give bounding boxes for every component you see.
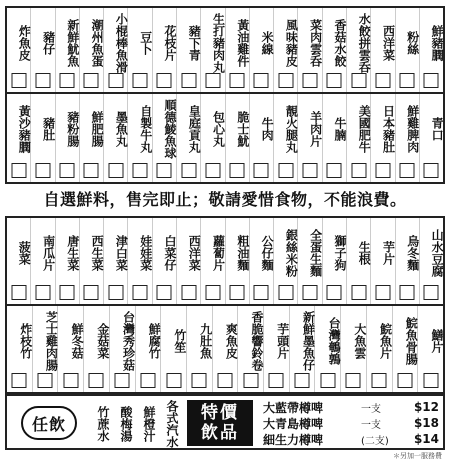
order-checkbox[interactable] [254, 163, 269, 178]
menu-block-2 [5, 92, 445, 184]
order-checkbox[interactable] [133, 73, 148, 88]
menu-item-label: 皇庭貢丸 [187, 105, 202, 153]
menu-item[interactable] [80, 8, 104, 92]
menu-item-label: 墨魚丸 [114, 111, 129, 147]
menu-item[interactable] [274, 94, 298, 182]
order-checkbox[interactable] [254, 285, 269, 300]
order-checkbox[interactable] [351, 285, 366, 300]
menu-item-label: 獅子狗 [332, 235, 347, 271]
menu-item[interactable] [153, 8, 177, 92]
menu-block-1 [5, 6, 445, 94]
menu-item-label: 鮮雞脾肉 [405, 105, 420, 153]
beer-name: 細生力樽啤 [263, 432, 324, 447]
menu-item[interactable] [104, 8, 128, 92]
menu-item[interactable] [7, 306, 33, 392]
menu-item-label: 菠菜 [17, 241, 32, 265]
order-checkbox[interactable] [327, 163, 342, 178]
menu-item[interactable] [104, 94, 128, 182]
menu-item[interactable] [128, 218, 152, 304]
menu-item-label: 鮮冬菇 [70, 323, 85, 359]
menu-item-label: 生打豬肉丸 [211, 13, 226, 73]
menu-item-label: 順德鯪魚球 [162, 99, 177, 159]
order-checkbox[interactable] [181, 163, 196, 178]
order-checkbox[interactable] [278, 285, 293, 300]
menu-item[interactable] [7, 94, 31, 182]
menu-item[interactable] [187, 306, 213, 392]
menu-item-label: 蘿蔔片 [211, 235, 226, 271]
menu-item-label: 新鮮墨魚仔 [301, 311, 316, 371]
menu-item[interactable] [7, 8, 31, 92]
menu-item-label: 芋片 [381, 241, 396, 265]
order-checkbox[interactable] [12, 373, 27, 388]
free-flow-badge: 任飲 [21, 406, 77, 440]
menu-item[interactable] [7, 218, 31, 304]
menu-item-label: 竹笙 [172, 329, 187, 353]
beer-unit: 一支 [361, 403, 381, 415]
order-checkbox[interactable] [397, 373, 412, 388]
menu-item-label: 全蛋生麵 [308, 229, 323, 277]
menu-item-label: 生根 [357, 241, 372, 265]
menu-item[interactable] [136, 306, 162, 392]
menu-item[interactable] [298, 8, 322, 92]
menu-item[interactable] [393, 306, 419, 392]
order-checkbox[interactable] [84, 73, 99, 88]
beer-unit: 一支 [361, 419, 381, 431]
menu-item[interactable] [274, 8, 298, 92]
order-checkbox[interactable] [60, 73, 75, 88]
menu-item-label: 金菇菜 [95, 323, 110, 359]
menu-item-label: 西洋菜 [381, 25, 396, 61]
menu-item-label: 銀絲米粉 [284, 229, 299, 277]
order-checkbox[interactable] [375, 73, 390, 88]
menu-item-label: 香脆響鈴卷 [250, 311, 265, 371]
order-checkbox[interactable] [192, 373, 207, 388]
menu-item-label: 山水豆腐 [430, 229, 445, 277]
order-checkbox[interactable] [60, 285, 75, 300]
menu-item[interactable] [396, 94, 420, 182]
menu-item[interactable] [250, 94, 274, 182]
menu-item[interactable] [347, 218, 371, 304]
order-checkbox[interactable] [372, 373, 387, 388]
menu-item-label: 靚火腿丸 [284, 105, 299, 153]
menu-item[interactable] [396, 218, 420, 304]
menu-item-label: 自製牛丸 [138, 105, 153, 153]
beer-price-list [263, 399, 443, 447]
menu-item[interactable] [104, 218, 128, 304]
order-checkbox[interactable] [108, 285, 123, 300]
menu-item[interactable] [226, 218, 250, 304]
special-price-line2: 飲品 [201, 423, 239, 443]
menu-item[interactable] [347, 8, 371, 92]
menu-item[interactable] [56, 218, 80, 304]
menu-item-label: 鮮肥腸 [90, 111, 105, 147]
menu-item-label: 豬下青 [187, 25, 202, 61]
menu-item[interactable] [58, 306, 84, 392]
order-checkbox[interactable] [269, 373, 284, 388]
notice-banner: 自選鮮料，售完即止；敬請愛惜食物，不能浪費。 [43, 190, 407, 209]
cell-row [7, 94, 443, 182]
beer-price: $14 [413, 432, 439, 446]
order-checkbox[interactable] [115, 373, 130, 388]
menu-item-label: 黃沙豬膶 [17, 105, 32, 153]
menu-item[interactable] [250, 218, 274, 304]
menu-item[interactable] [264, 306, 290, 392]
menu-item-label: 大魚雲 [352, 323, 367, 359]
beer-price: $18 [413, 416, 439, 430]
menu-item[interactable] [323, 8, 347, 92]
menu-item-label: 鮮豬膶 [430, 25, 445, 61]
menu-item[interactable] [153, 218, 177, 304]
menu-item-label: 青口 [430, 117, 445, 141]
menu-item[interactable] [418, 306, 443, 392]
menu-item-label: 津白菜 [114, 235, 129, 271]
menu-item[interactable] [371, 94, 395, 182]
special-price-badge [187, 400, 253, 446]
order-checkbox[interactable] [230, 163, 245, 178]
menu-item[interactable] [323, 218, 347, 304]
order-checkbox[interactable] [375, 163, 390, 178]
menu-item[interactable] [298, 94, 322, 182]
menu-item[interactable] [153, 94, 177, 182]
menu-item[interactable] [128, 94, 152, 182]
menu-item[interactable] [80, 218, 104, 304]
order-checkbox[interactable] [157, 73, 172, 88]
order-checkbox[interactable] [230, 285, 245, 300]
beer-name: 大青島樽啤 [263, 416, 324, 431]
menu-item[interactable] [274, 218, 298, 304]
menu-item[interactable] [33, 306, 59, 392]
menu-item[interactable] [110, 306, 136, 392]
order-checkbox[interactable] [84, 285, 99, 300]
menu-item-label: 鯇魚骨腸 [404, 317, 419, 365]
menu-item[interactable] [177, 218, 201, 304]
menu-item[interactable] [420, 8, 443, 92]
menu-item-label: 台灣秀珍菇 [121, 311, 136, 371]
menu-item-label: 包心丸 [211, 111, 226, 147]
menu-item[interactable] [56, 8, 80, 92]
order-checkbox[interactable] [327, 285, 342, 300]
menu-item[interactable] [367, 306, 393, 392]
menu-item[interactable] [201, 8, 225, 92]
order-checkbox[interactable] [424, 163, 439, 178]
menu-item[interactable] [341, 306, 367, 392]
service-charge-note: ＊另加一服務費 [393, 452, 442, 460]
order-checkbox[interactable] [63, 373, 78, 388]
order-checkbox[interactable] [217, 373, 232, 388]
order-checkbox[interactable] [295, 373, 310, 388]
order-checkbox[interactable] [181, 73, 196, 88]
order-checkbox[interactable] [11, 163, 26, 178]
menu-item-label: 爽魚皮 [224, 323, 239, 359]
cell-row [7, 8, 443, 92]
menu-item-label: 豬仔 [41, 31, 56, 55]
menu-item-label: 西洋菜 [187, 235, 202, 271]
menu-item-label: 芋頭片 [275, 323, 290, 359]
order-checkbox[interactable] [157, 285, 172, 300]
order-checkbox[interactable] [205, 73, 220, 88]
menu-item-label: 西生菜 [90, 235, 105, 271]
order-checkbox[interactable] [400, 73, 415, 88]
menu-item[interactable] [226, 94, 250, 182]
menu-item[interactable] [238, 306, 264, 392]
order-checkbox[interactable] [133, 285, 148, 300]
drink-item: 各式汽水 [165, 400, 179, 448]
menu-item-label: 芝士雞肉腸 [44, 311, 59, 371]
menu-item[interactable] [128, 8, 152, 92]
menu-item[interactable] [177, 8, 201, 92]
menu-item-label: 鯇魚片 [378, 323, 393, 359]
menu-item-label: 炸魚皮 [17, 25, 32, 61]
drink-item: 酸梅湯 [119, 406, 133, 442]
order-checkbox[interactable] [320, 373, 335, 388]
menu-block-3 [5, 216, 445, 306]
menu-item[interactable] [315, 306, 341, 392]
menu-item-label: 唐生菜 [65, 235, 80, 271]
menu-item[interactable] [31, 8, 55, 92]
menu-block-4 [5, 304, 445, 394]
menu-item[interactable] [56, 94, 80, 182]
menu-item-label: 菜肉雲呑 [308, 19, 323, 67]
menu-item[interactable] [213, 306, 239, 392]
order-checkbox[interactable] [108, 73, 123, 88]
menu-item-label: 烏冬麵 [405, 235, 420, 271]
menu-item[interactable] [396, 8, 420, 92]
menu-item[interactable] [161, 306, 187, 392]
menu-item-label: 香菇水餃 [332, 19, 347, 67]
menu-item[interactable] [420, 94, 443, 182]
menu-item-label: 娃娃菜 [138, 235, 153, 271]
beer-row [263, 399, 443, 415]
order-checkbox[interactable] [181, 285, 196, 300]
order-checkbox[interactable] [254, 73, 269, 88]
beer-unit: (二支) [361, 435, 389, 447]
menu-item-label: 粉絲 [405, 31, 420, 55]
menu-item[interactable] [201, 218, 225, 304]
order-checkbox[interactable] [424, 73, 439, 88]
order-checkbox[interactable] [400, 285, 415, 300]
menu-item[interactable] [298, 218, 322, 304]
cell-row [7, 306, 443, 392]
menu-item[interactable] [84, 306, 110, 392]
menu-item-label: 粗油麵 [235, 235, 250, 271]
menu-item-label: 潮州魚蛋 [90, 19, 105, 67]
order-checkbox[interactable] [351, 73, 366, 88]
order-checkbox[interactable] [303, 73, 318, 88]
order-checkbox[interactable] [346, 373, 361, 388]
menu-item-label: 豆卜 [138, 31, 153, 55]
menu-item[interactable] [80, 94, 104, 182]
order-checkbox[interactable] [278, 73, 293, 88]
beer-price: $12 [413, 400, 439, 414]
menu-item-label: 脆士魷 [235, 111, 250, 147]
menu-item[interactable] [250, 8, 274, 92]
order-checkbox[interactable] [133, 163, 148, 178]
menu-item-label: 黃油雞件 [235, 19, 250, 67]
order-checkbox[interactable] [60, 163, 75, 178]
beer-row [263, 415, 443, 431]
menu-item-label: 花枝片 [162, 25, 177, 61]
order-checkbox[interactable] [11, 73, 26, 88]
menu-item-label: 羊肉片 [308, 111, 323, 147]
menu-item[interactable] [201, 94, 225, 182]
menu-item[interactable] [371, 8, 395, 92]
menu-item-label: 日本豬肚 [381, 105, 396, 153]
menu-item-label: 米線 [260, 31, 275, 55]
menu-item[interactable] [177, 94, 201, 182]
order-checkbox[interactable] [303, 285, 318, 300]
order-checkbox[interactable] [205, 285, 220, 300]
cell-row [7, 218, 443, 304]
drinks-section [5, 394, 445, 450]
drink-item: 竹蔗水 [96, 406, 110, 442]
menu-item-label: 豬粉腸 [65, 111, 80, 147]
special-price-line1: 特價 [201, 403, 239, 423]
order-checkbox[interactable] [278, 163, 293, 178]
menu-item-label: 水餃拼雲呑 [357, 13, 372, 73]
menu-item-label: 風味豬皮 [284, 19, 299, 67]
menu-item[interactable] [31, 94, 55, 182]
menu-item[interactable] [290, 306, 316, 392]
menu-item[interactable] [420, 218, 443, 304]
order-checkbox[interactable] [205, 163, 220, 178]
order-checkbox[interactable] [35, 163, 50, 178]
menu-item-label: 美國肥牛 [357, 105, 372, 153]
order-checkbox[interactable] [327, 73, 342, 88]
menu-item-label: 鮮腐竹 [147, 323, 162, 359]
order-checkbox[interactable] [35, 285, 50, 300]
order-checkbox[interactable] [140, 373, 155, 388]
menu-item[interactable] [323, 94, 347, 182]
free-drinks-list [89, 400, 178, 448]
order-checkbox[interactable] [423, 373, 438, 388]
order-checkbox[interactable] [38, 373, 53, 388]
order-checkbox[interactable] [11, 285, 26, 300]
order-checkbox[interactable] [84, 163, 99, 178]
order-checkbox[interactable] [166, 373, 181, 388]
menu-item-label: 白菜仔 [162, 235, 177, 271]
order-checkbox[interactable] [230, 73, 245, 88]
order-checkbox[interactable] [375, 285, 390, 300]
order-checkbox[interactable] [424, 285, 439, 300]
order-checkbox[interactable] [35, 73, 50, 88]
menu-item[interactable] [31, 218, 55, 304]
beer-name: 大藍帶樽啤 [263, 400, 324, 415]
order-checkbox[interactable] [89, 373, 104, 388]
menu-item-label: 小棍棒魚滑 [114, 13, 129, 73]
order-checkbox[interactable] [243, 373, 258, 388]
menu-item-label: 台灣鵪鶉 [327, 317, 342, 365]
order-checkbox[interactable] [400, 163, 415, 178]
menu-item-label: 牛腩 [332, 117, 347, 141]
beer-row [263, 431, 443, 447]
menu-item[interactable] [226, 8, 250, 92]
menu-item-label: 炸枝竹 [18, 323, 33, 359]
drink-item: 鮮橙汁 [142, 406, 156, 442]
menu-item-label: 鱔片 [429, 329, 444, 353]
menu-item[interactable] [347, 94, 371, 182]
order-checkbox[interactable] [303, 163, 318, 178]
menu-item-label: 公仔麵 [260, 235, 275, 271]
order-checkbox[interactable] [157, 163, 172, 178]
menu-item-label: 牛肉 [260, 117, 275, 141]
order-checkbox[interactable] [351, 163, 366, 178]
menu-item-label: 豬肚 [41, 117, 56, 141]
order-checkbox[interactable] [108, 163, 123, 178]
menu-item-label: 九肚魚 [198, 323, 213, 359]
menu-item-label: 南瓜片 [41, 235, 56, 271]
menu-item[interactable] [371, 218, 395, 304]
menu-item-label: 新鮮魷魚 [65, 19, 80, 67]
